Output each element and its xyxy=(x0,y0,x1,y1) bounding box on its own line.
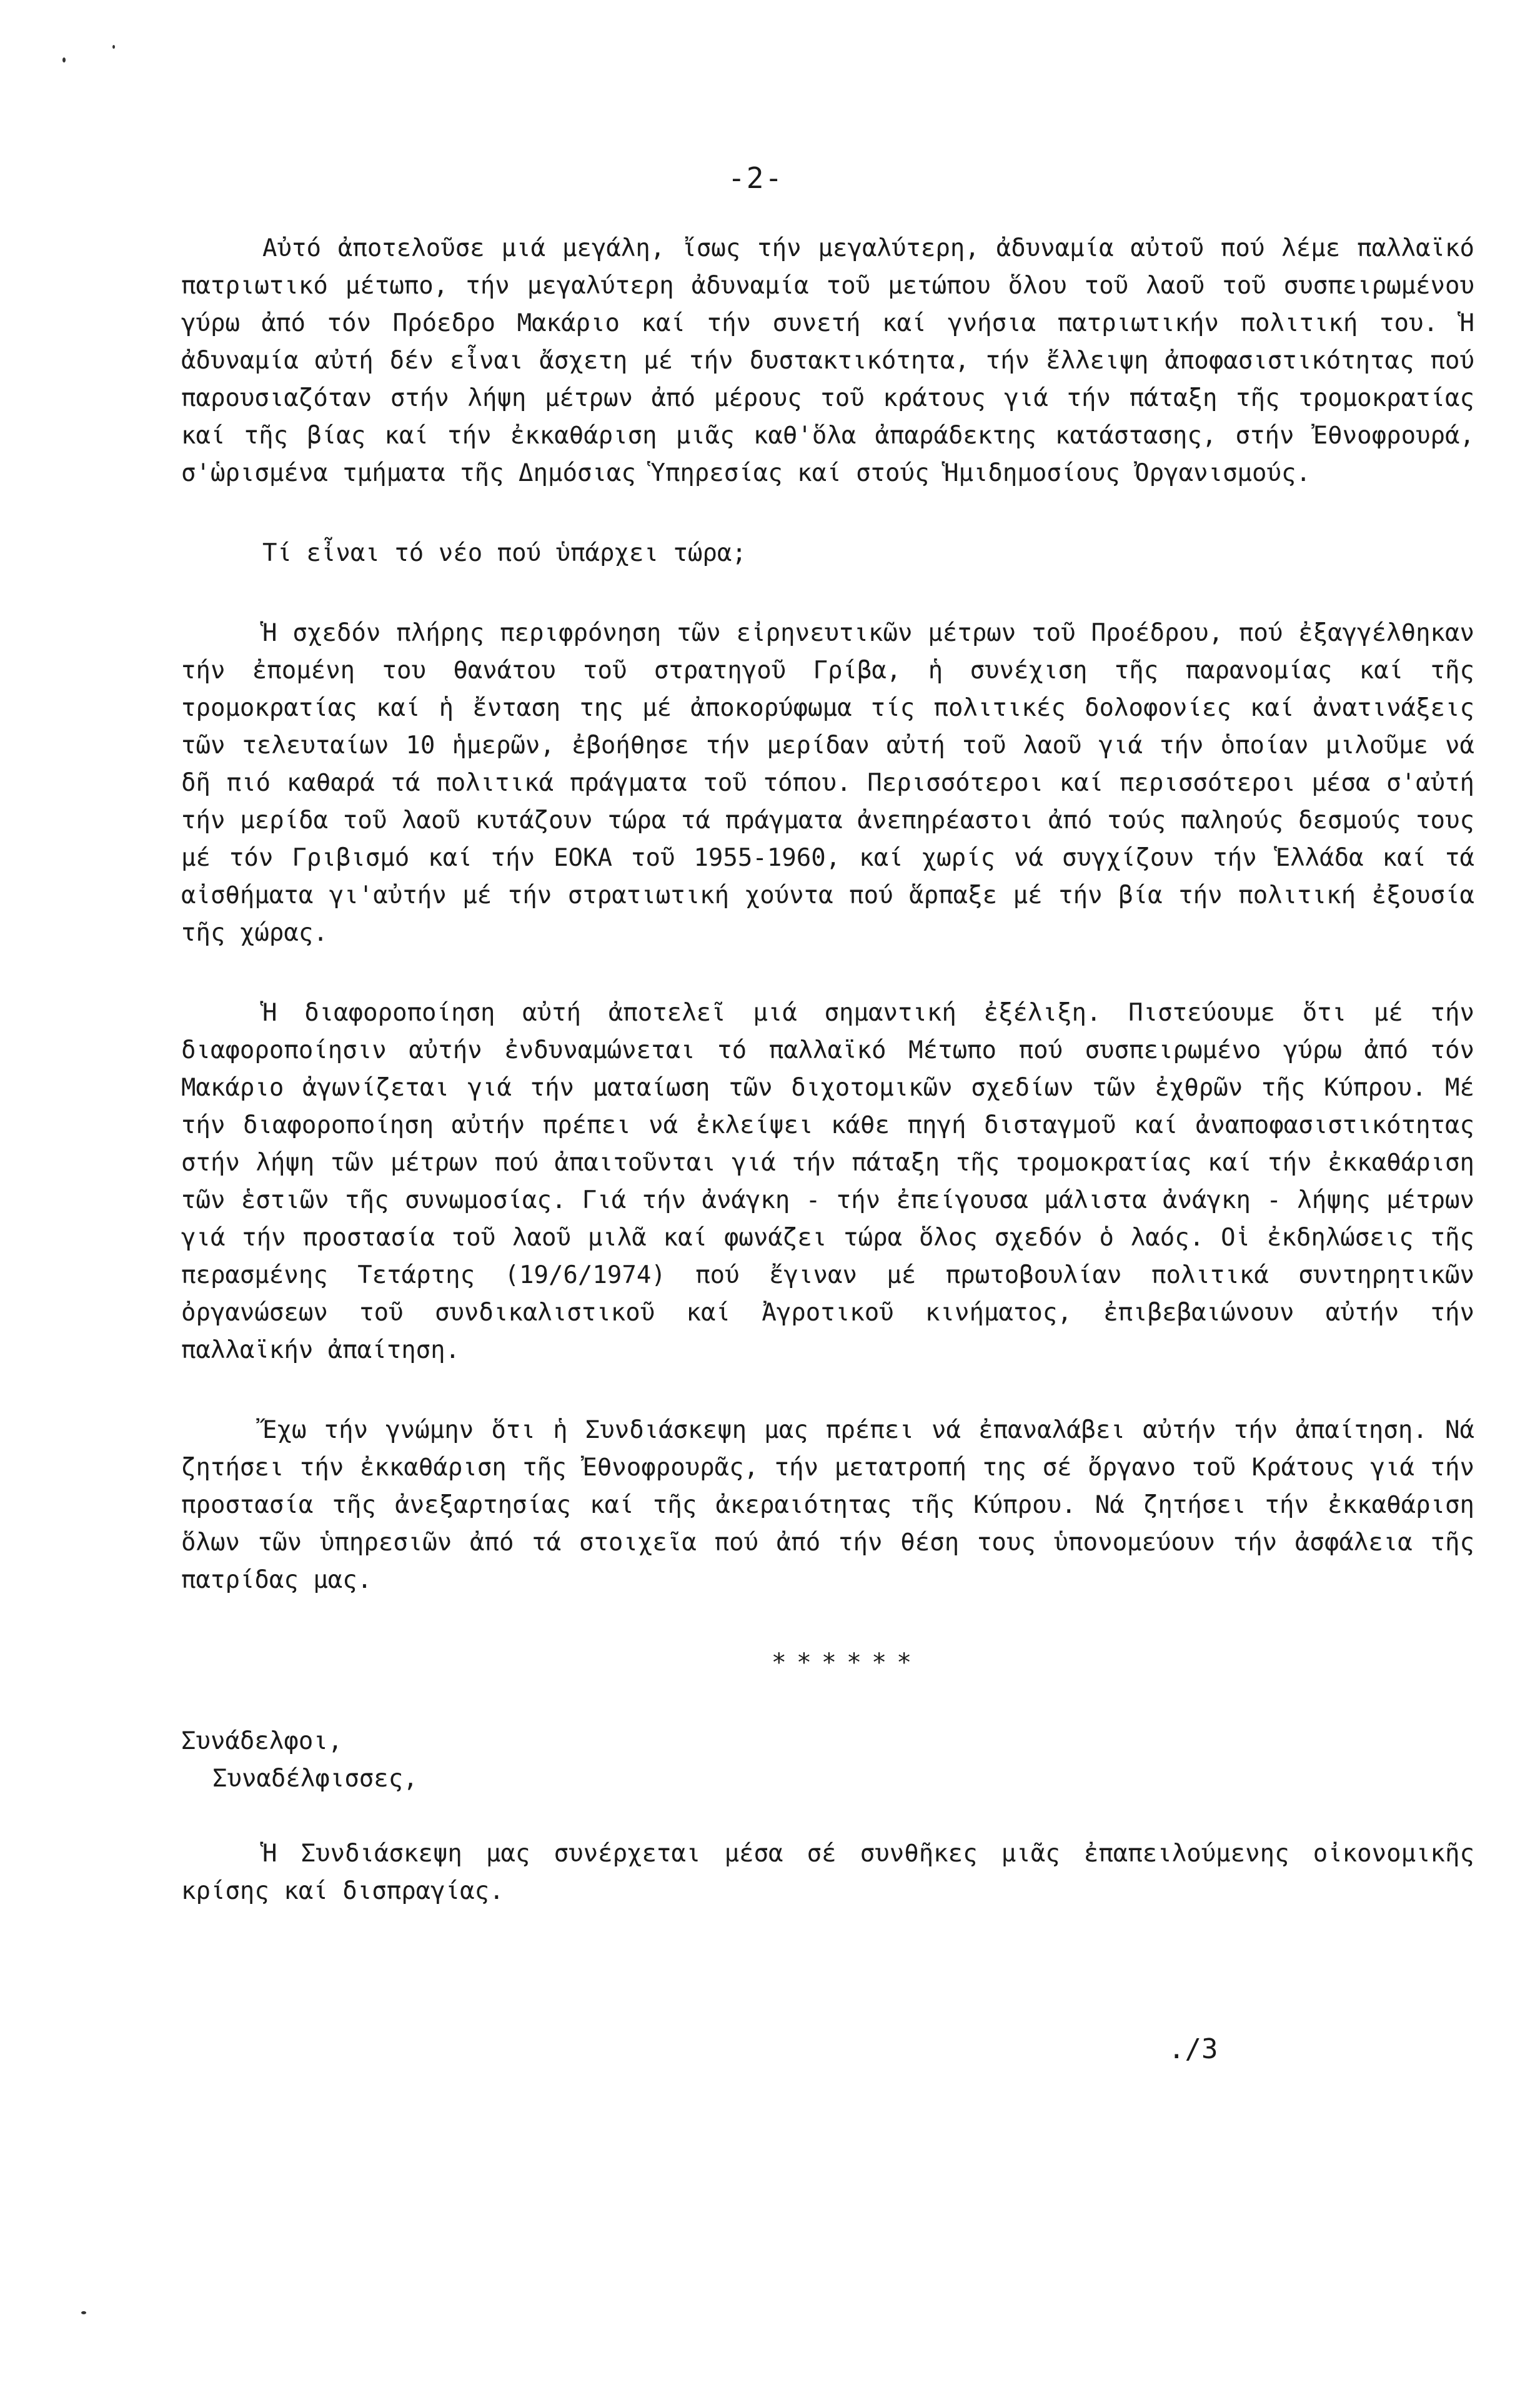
next-page-reference: ./3 xyxy=(1168,2033,1218,2065)
scan-speck xyxy=(62,57,66,62)
section-separator: ****** xyxy=(771,1648,922,1677)
paragraph-differentiation: Ἡ διαφοροποίηση αὐτή ἀποτελεῖ μιά σημαντική ἐξέλιξη. Πιστεύουμε ὅτι μέ τήν διαφοροποίησιν αὐτήν ἐνδυναμώνεται τό παλλαϊκό Μέτωπο πού συσπειρωμένο γύρω ἀπό τόν Μακάριο ἀγωνίζεται γιά τήν ματαίωση τῶν διχοτομικῶν σχεδίων τῶν ἐχθρῶν τῆς Κύπρου. Μέ τήν διαφοροποίηση αὐτήν πρέπει νά ἐκλείψει κάθε πηγή δισταγμοῦ καί ἀναποφασιστικότητας στήν λήψη τῶν μέτρων πού ἀπαιτοῦνται γιά τήν πάταξη τῆς τρομοκρατίας καί τήν ἐκκαθάριση τῶν ἑστιῶν τῆς συνωμοσίας. Γιά τήν ἀνάγκη - τήν ἐπείγουσα μάλιστα ἀνάγκη - λήψης μέτρων γιά τήν προστασία τοῦ λαοῦ μιλᾶ καί φωνάζει τώρα ὅλος σχεδόν ὁ λαός. Οἱ ἐκδηλώσεις τῆς περασμένης Τετάρτης (19/6/1974) πού ἔγιναν μέ πρωτοβουλίαν πολιτικά συντηρητικῶν ὀργανώσεων τοῦ συνδικαλιστικοῦ καί Ἀγροτικοῦ κινήματος, ἐπιβεβαιώνουν αὐτήν τήν παλλαϊκήν ἀπαίτηση. xyxy=(181,999,1474,1364)
document-body xyxy=(181,230,1474,1910)
page-number: -2- xyxy=(728,161,784,195)
paragraph-contempt: Ἡ σχεδόν πλήρης περιφρόνηση τῶν εἰρηνευτικῶν μέτρων τοῦ Προέδρου, πού ἐξαγγέλθηκαν τήν ἐπομένη του θανάτου τοῦ στρατηγοῦ Γρίβα, ἡ συνέχιση τῆς παρανομίας καί τῆς τρομοκρατίας καί ἡ ἔνταση της μέ ἀποκορύφωμα τίς πολιτικές δολοφονίες καί ἀνατινάξεις τῶν τελευταίων 10 ἡμερῶν, ἐβοήθησε τήν μερίδαν αὐτή τοῦ λαοῦ γιά τήν ὁποίαν μιλοῦμε νά δῆ πιό καθαρά τά πολιτικά πράγματα τοῦ τόπου. Περισσότεροι καί περισσότεροι μέσα σ'αὐτή τήν μερίδα τοῦ λαοῦ κυτάζουν τώρα τά πράγματα ἀνεπηρέαστοι ἀπό τούς παληούς δεσμούς τους μέ τόν Γριβισμό καί τήν ΕΟΚΑ τοῦ 1955-1960, καί χωρίς νά συγχίζουν τήν Ἑλλάδα καί τά αἰσθήματα γι'αὐτήν μέ τήν στρατιωτική χούντα πού ἅρπαξε μέ τήν βία τήν πολιτική ἐξουσία τῆς χώρας. xyxy=(181,619,1474,947)
paragraph-conference: Ἡ Συνδιάσκεψη μας συνέρχεται μέσα σέ συνθῆκες μιᾶς ἐπαπειλούμενης οἰκονομικῆς κρίσης καί δισπραγίας. xyxy=(181,1840,1474,1905)
question-line: Τί εἶναι τό νέο πού ὑπάρχει τώρα; xyxy=(262,539,747,567)
paragraph-opinion: Ἔχω τήν γνώμην ὅτι ἡ Συνδιάσκεψη μας πρέπει νά ἐπαναλάβει αὐτήν τήν ἀπαίτηση. Νά ζητήσει τήν ἐκκαθάριση τῆς Ἐθνοφρουρᾶς, τήν μετατροπή της σέ ὄργανο τοῦ Κράτους γιά τήν προστασία τῆς ἀνεξαρτησίας καί τῆς ἀκεραιότητας τῆς Κύπρου. Νά ζητήσει τήν ἐκκαθάριση ὅλων τῶν ὑπηρεσιῶν ἀπό τά στοιχεῖα πού ἀπό τήν θέση τους ὑπονομεύουν τήν ἀσφάλεια τῆς πατρίδας μας. xyxy=(181,1416,1474,1594)
paragraph-weakness: Αὐτό ἀποτελοῦσε μιά μεγάλη, ἴσως τήν μεγαλύτερη, ἀδυναμία αὐτοῦ πού λέμε παλλαϊκό πατριωτικό μέτωπο, τήν μεγαλύτερη ἀδυναμία τοῦ μετώπου ὅλου τοῦ λαοῦ τοῦ συσπειρωμένου γύρω ἀπό τόν Πρόεδρο Μακάριο καί τήν συνετή καί γνήσια πατριωτικήν πολιτική του. Ἡ ἀδυναμία αὐτή δέν εἶναι ἄσχετη μέ τήν δυστακτικότητα, τήν ἔλλειψη ἀποφασιστικότητας πού παρουσιαζόταν στήν λήψη μέτρων ἀπό μέρους τοῦ κράτους γιά τήν πάταξη τῆς τρομοκρατίας καί τῆς βίας καί τήν ἐκκαθάριση μιᾶς καθ'ὅλα ἀπαράδεκτης κατάστασης, στήν Ἐθνοφρουρά, σ'ὡρισμένα τμήματα τῆς Δημόσιας Ὑπηρεσίας καί στούς Ἡμιδημοσίους Ὀργανισμούς. xyxy=(181,234,1474,487)
scan-speck xyxy=(81,2311,86,2314)
salutation-colleagues: Συνάδελφοι, xyxy=(181,1727,343,1755)
salutation-female-colleagues: Συναδέλφισσες, xyxy=(212,1765,418,1793)
scan-speck xyxy=(112,45,115,49)
